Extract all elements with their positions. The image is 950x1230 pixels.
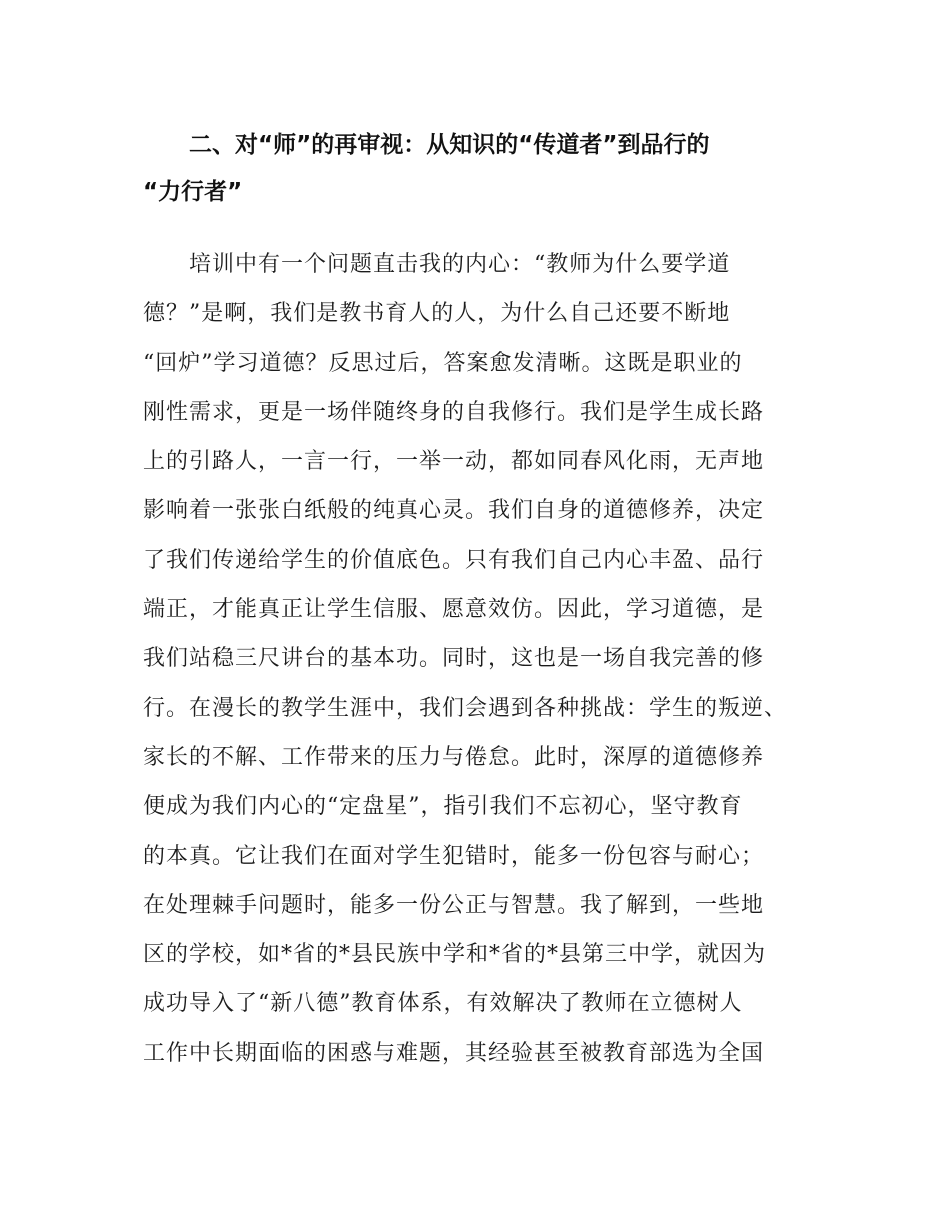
paragraph-line: 上的引路人，一言一行，一举一动，都如同春风化雨，无声地 [143,449,765,475]
body-paragraph [143,240,833,1078]
paragraph-line: 工作中长期面临的困惑与难题，其经验甚至被教育部选为全国 [143,1040,765,1066]
paragraph-line: 端正，才能真正让学生信服、愿意效仿。因此，学习道德，是 [143,597,765,623]
paragraph-line: 的本真。它让我们在面对学生犯错时，能多一份包容与耐心； [143,843,765,869]
paragraph-line: 影响着一张张白纸般的纯真心灵。我们自身的道德修养，决定 [143,498,765,524]
paragraph-line: 成功导入了“新八德”教育体系，有效解决了教师在立德树人 [143,991,743,1017]
section-heading [143,122,823,216]
paragraph-line: 刚性需求，更是一场伴随终身的自我修行。我们是学生成长路 [143,399,765,425]
paragraph-line: 在处理棘手问题时，能多一份公正与智慧。我了解到，一些地 [143,892,765,918]
paragraph-line: “回炉”学习道德？反思过后，答案愈发清晰。这既是职业的 [143,350,743,376]
paragraph-line: 区的学校，如*省的*县民族中学和*省的*县第三中学，就因为 [143,942,767,968]
paragraph-line: 便成为我们内心的“定盘星”，指引我们不忘初心，坚守教育 [143,794,743,820]
paragraph-line: 家长的不解、工作带来的压力与倦怠。此时，深厚的道德修养 [143,744,765,770]
paragraph-line: 我们站稳三尺讲台的基本功。同时，这也是一场自我完善的修 [143,646,765,672]
paragraph-line: 了我们传递给学生的价值底色。只有我们自己内心丰盈、品行 [143,547,765,573]
paragraph-line: 行。在漫长的教学生涯中，我们会遇到各种挑战：学生的叛逆、 [143,695,788,721]
heading-line: 二、对“师”的再审视：从知识的“传道者”到品行的 [189,132,710,158]
heading-line: “力行者” [143,179,243,205]
paragraph-line: 德？”是啊，我们是教书育人的人，为什么自己还要不断地 [143,301,731,327]
paragraph-line: 培训中有一个问题直击我的内心：“教师为什么要学道 [189,252,731,277]
